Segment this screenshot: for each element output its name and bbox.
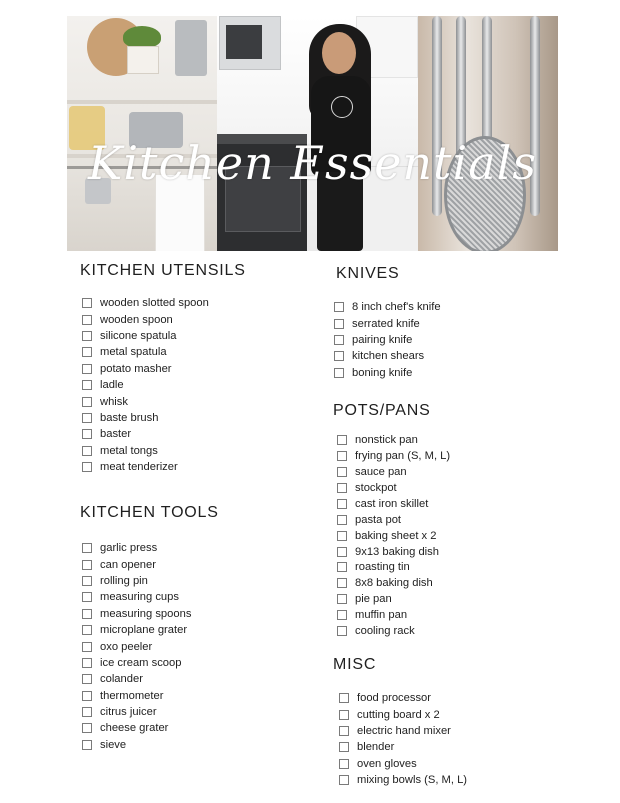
checklist-item-label: meat tenderizer bbox=[100, 461, 178, 474]
checklist-item-label: electric hand mixer bbox=[357, 724, 451, 737]
checklist-item-label: 8x8 baking dish bbox=[355, 577, 433, 590]
checklist-item bbox=[337, 464, 450, 480]
checkbox[interactable] bbox=[337, 547, 347, 557]
checklist-item-label: colander bbox=[100, 673, 143, 686]
checklist-item-label: pairing knife bbox=[352, 333, 413, 346]
checklist bbox=[334, 299, 441, 381]
checkbox[interactable] bbox=[82, 315, 92, 325]
checklist-item bbox=[82, 328, 246, 344]
checklist-item-label: baking sheet x 2 bbox=[355, 529, 437, 542]
checklist-item-label: silicone spatula bbox=[100, 329, 177, 342]
checkbox[interactable] bbox=[339, 775, 349, 785]
checkbox[interactable] bbox=[337, 499, 347, 509]
checklist-item-label: cooling rack bbox=[355, 625, 415, 638]
checkbox[interactable] bbox=[339, 759, 349, 769]
checklist-item bbox=[82, 573, 219, 589]
checklist-item-label: garlic press bbox=[100, 542, 158, 555]
section-title: KITCHEN TOOLS bbox=[80, 504, 219, 521]
checklist-item bbox=[82, 606, 219, 622]
checklist-item bbox=[337, 480, 450, 496]
checklist-item bbox=[337, 448, 450, 464]
section-misc bbox=[333, 656, 467, 788]
checkbox[interactable] bbox=[82, 380, 92, 390]
checkbox[interactable] bbox=[334, 335, 344, 345]
checklist-item-label: potato masher bbox=[100, 362, 172, 375]
checklist-item-label: cast iron skillet bbox=[355, 497, 429, 510]
checklist-item bbox=[82, 361, 246, 377]
checklist-item-label: citrus juicer bbox=[100, 706, 157, 719]
checkbox[interactable] bbox=[82, 413, 92, 423]
checklist-item bbox=[82, 393, 246, 409]
checkbox[interactable] bbox=[82, 331, 92, 341]
checklist-item-label: food processor bbox=[357, 692, 432, 705]
hero-banner bbox=[67, 16, 558, 251]
section-title: POTS/PANS bbox=[333, 402, 431, 419]
checkbox[interactable] bbox=[334, 319, 344, 329]
checklist-item bbox=[334, 348, 441, 364]
checklist-item-label: muffin pan bbox=[355, 609, 408, 622]
kitchen-shelf-photo bbox=[67, 16, 217, 251]
checkbox[interactable] bbox=[82, 397, 92, 407]
checkbox[interactable] bbox=[82, 429, 92, 439]
checkbox[interactable] bbox=[337, 610, 347, 620]
checkbox[interactable] bbox=[337, 531, 347, 541]
section-knives bbox=[336, 265, 441, 381]
checklist-item bbox=[82, 459, 246, 475]
checkbox[interactable] bbox=[337, 483, 347, 493]
checklist-item bbox=[337, 512, 450, 528]
checklist-item bbox=[337, 528, 450, 544]
checkbox[interactable] bbox=[339, 693, 349, 703]
checklist-item-label: pie pan bbox=[355, 593, 392, 606]
checklist-item-label: blender bbox=[357, 741, 395, 754]
checklist-item-label: microplane grater bbox=[100, 624, 188, 637]
checklist-item bbox=[339, 706, 467, 722]
checklist-item bbox=[82, 295, 246, 311]
checklist-item bbox=[337, 544, 450, 560]
checklist-item bbox=[339, 723, 467, 739]
checklist-item bbox=[82, 704, 219, 720]
checklist-item bbox=[82, 655, 219, 671]
checkbox[interactable] bbox=[82, 723, 92, 733]
checklist-item bbox=[339, 772, 467, 788]
checklist-item-label: baster bbox=[100, 428, 132, 441]
checklist-item bbox=[82, 622, 219, 638]
checklist-item bbox=[337, 432, 450, 448]
checkbox[interactable] bbox=[339, 726, 349, 736]
checklist-item-label: cutting board x 2 bbox=[357, 708, 440, 721]
checklist-item bbox=[334, 299, 441, 315]
checklist-item bbox=[82, 311, 246, 327]
checklist-item-label: sieve bbox=[100, 738, 127, 751]
checklist bbox=[339, 690, 467, 788]
checklist-item-label: stockpot bbox=[355, 481, 397, 494]
checklist-item-label: whisk bbox=[100, 395, 128, 408]
checklist-item bbox=[82, 671, 219, 687]
checklist-item bbox=[82, 688, 219, 704]
checklist-item-label: cheese grater bbox=[100, 722, 169, 735]
checklist-item-label: ice cream scoop bbox=[100, 656, 182, 669]
checklist-item-label: oxo peeler bbox=[100, 640, 153, 653]
checklist-item-label: serrated knife bbox=[352, 317, 420, 330]
section-kitchen-tools bbox=[80, 504, 219, 753]
section-title: MISC bbox=[333, 656, 377, 673]
checklist-item bbox=[339, 739, 467, 755]
checklist-item bbox=[82, 377, 246, 393]
checkbox[interactable] bbox=[82, 691, 92, 701]
section-title: KNIVES bbox=[336, 265, 400, 282]
checklist-item-label: metal tongs bbox=[100, 444, 158, 457]
checklist bbox=[82, 295, 246, 475]
checkbox[interactable] bbox=[82, 592, 92, 602]
checklist-item bbox=[82, 443, 246, 459]
checkbox[interactable] bbox=[339, 710, 349, 720]
checklist-item-label: roasting tin bbox=[355, 561, 410, 574]
checklist-item-label: boning knife bbox=[352, 366, 413, 379]
checkbox[interactable] bbox=[337, 594, 347, 604]
checklist-item bbox=[337, 496, 450, 512]
checklist-item bbox=[339, 756, 467, 772]
checkbox[interactable] bbox=[82, 543, 92, 553]
section-title: KITCHEN UTENSILS bbox=[80, 262, 246, 279]
checkbox[interactable] bbox=[82, 462, 92, 472]
checklist-item-label: can opener bbox=[100, 558, 156, 571]
checkbox[interactable] bbox=[82, 364, 92, 374]
checklist bbox=[337, 432, 450, 639]
chef-photo bbox=[217, 16, 418, 251]
checkbox[interactable] bbox=[337, 626, 347, 636]
checklist-item-label: metal spatula bbox=[100, 346, 167, 359]
checkbox[interactable] bbox=[337, 467, 347, 477]
checklist-item bbox=[337, 623, 450, 639]
checklist-item-label: thermometer bbox=[100, 689, 164, 702]
checkbox[interactable] bbox=[334, 351, 344, 361]
checklist-item bbox=[337, 575, 450, 591]
checklist-item-label: oven gloves bbox=[357, 757, 417, 770]
checkbox[interactable] bbox=[82, 609, 92, 619]
checklist-item bbox=[82, 426, 246, 442]
checklist-item bbox=[82, 344, 246, 360]
checklist-item bbox=[82, 720, 219, 736]
checklist bbox=[82, 540, 219, 753]
checklist-item bbox=[339, 690, 467, 706]
checkbox[interactable] bbox=[82, 740, 92, 750]
checkbox[interactable] bbox=[82, 625, 92, 635]
section-kitchen-utensils bbox=[80, 262, 246, 475]
checklist-item-label: ladle bbox=[100, 379, 124, 392]
checkbox[interactable] bbox=[334, 302, 344, 312]
apron-logo-icon bbox=[331, 96, 353, 118]
checkbox[interactable] bbox=[82, 707, 92, 717]
checkbox[interactable] bbox=[82, 658, 92, 668]
checkbox[interactable] bbox=[82, 298, 92, 308]
checklist-item bbox=[82, 589, 219, 605]
checkbox[interactable] bbox=[82, 347, 92, 357]
checkbox[interactable] bbox=[82, 674, 92, 684]
checklist-item bbox=[334, 332, 441, 348]
checklist-item-label: wooden spoon bbox=[100, 313, 173, 326]
checklist-item-label: sauce pan bbox=[355, 465, 407, 478]
checklist-item bbox=[82, 737, 219, 753]
checklist-item bbox=[82, 410, 246, 426]
checklist-item bbox=[334, 315, 441, 331]
checklist-item bbox=[82, 638, 219, 654]
checkbox[interactable] bbox=[82, 576, 92, 586]
checklist-item bbox=[337, 607, 450, 623]
checklist-item-label: measuring spoons bbox=[100, 607, 192, 620]
checkbox[interactable] bbox=[337, 451, 347, 461]
checkbox[interactable] bbox=[337, 515, 347, 525]
checklist-item-label: wooden slotted spoon bbox=[100, 297, 209, 310]
checkbox[interactable] bbox=[337, 578, 347, 588]
checkbox[interactable] bbox=[337, 562, 347, 572]
checklist-item bbox=[337, 560, 450, 576]
checklist-item bbox=[82, 540, 219, 556]
checkbox[interactable] bbox=[334, 368, 344, 378]
checklist-item-label: pasta pot bbox=[355, 513, 402, 526]
checklist-item-label: mixing bowls (S, M, L) bbox=[357, 774, 468, 787]
checklist-item-label: frying pan (S, M, L) bbox=[355, 449, 451, 462]
checklist-item bbox=[337, 591, 450, 607]
utensils-photo bbox=[418, 16, 558, 251]
checklist-item-label: kitchen shears bbox=[352, 350, 425, 363]
checklist-item-label: nonstick pan bbox=[355, 433, 418, 446]
checklist-item-label: measuring cups bbox=[100, 591, 179, 604]
checklist-item-label: 8 inch chef's knife bbox=[352, 301, 441, 314]
checklist-item-label: 9x13 baking dish bbox=[355, 545, 439, 558]
checklist-item-label: rolling pin bbox=[100, 574, 148, 587]
checkbox[interactable] bbox=[82, 642, 92, 652]
section-pots-pans bbox=[333, 402, 450, 639]
checkbox[interactable] bbox=[337, 435, 347, 445]
checkbox[interactable] bbox=[339, 742, 349, 752]
checklist-item bbox=[334, 365, 441, 381]
page-title: Kitchen Essentials bbox=[87, 136, 537, 190]
checkbox[interactable] bbox=[82, 446, 92, 456]
checkbox[interactable] bbox=[82, 560, 92, 570]
checklist-item bbox=[82, 556, 219, 572]
checklist-item-label: baste brush bbox=[100, 411, 159, 424]
